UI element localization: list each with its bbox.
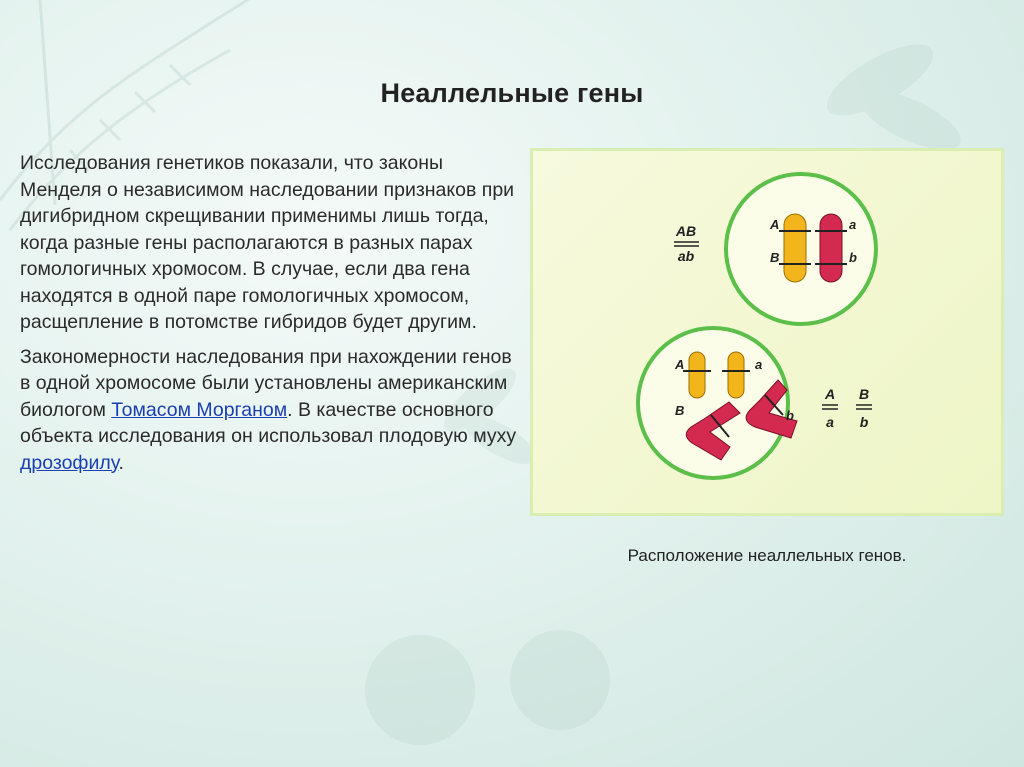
drosophila-link[interactable]: дрозофилу: [20, 451, 119, 474]
paragraph-2-middle: . В качестве основного объекта исследования он использовал плодовую муху: [20, 398, 517, 447]
cell-1-label-a: a: [849, 217, 857, 232]
cell-2-label-A: A: [675, 357, 685, 372]
cell-2-label-b: b: [786, 408, 794, 423]
chromosome-yellow-2a: [689, 352, 705, 398]
paragraph-2: [20, 344, 520, 477]
cell-1-label-A: A: [770, 217, 780, 232]
formula-ab-bottom: ab: [677, 248, 695, 264]
formula-ab-top: AB: [675, 223, 697, 239]
paragraph-1: Исследования генетиков показали, что законы Менделя о независимом наследовании признаков при дигибридном скрещивании применимы лишь тогда, когда разные гены располагаются в разных парах гомологичных хромосом. В случае, если два гена находятся в одной паре гомологичных хромосом, расщепление в потомстве гибридов будет другим.: [20, 152, 515, 333]
gene-arrangement-figure: [530, 148, 1004, 516]
paragraph-2-start: Закономерности наследования при нахождении генов в одной хромосоме были установлены американским биологом: [20, 345, 512, 421]
main-text: [20, 150, 520, 484]
cell-1-label-b: b: [849, 250, 857, 265]
figure-diagram: [533, 151, 1001, 513]
morgan-link[interactable]: Томасом Морганом: [111, 398, 288, 421]
figure-caption: Расположение неаллельных генов.: [627, 546, 907, 565]
page-title: Неаллельные гены: [380, 78, 644, 108]
chromosome-yellow-2b: [728, 352, 744, 398]
formula-b-top: B: [858, 386, 870, 402]
cell-1-label-B: B: [770, 250, 780, 265]
chromosome-red-1: [820, 214, 842, 282]
formula-b-bottom: b: [859, 414, 869, 430]
cell-2-label-a: a: [755, 357, 763, 372]
cell-2-label-B: B: [675, 403, 685, 418]
formula-a-bottom: a: [826, 414, 834, 430]
paragraph-2-end: .: [118, 451, 124, 474]
chromosome-yellow-1: [784, 214, 806, 282]
formula-a-top: A: [824, 386, 836, 402]
